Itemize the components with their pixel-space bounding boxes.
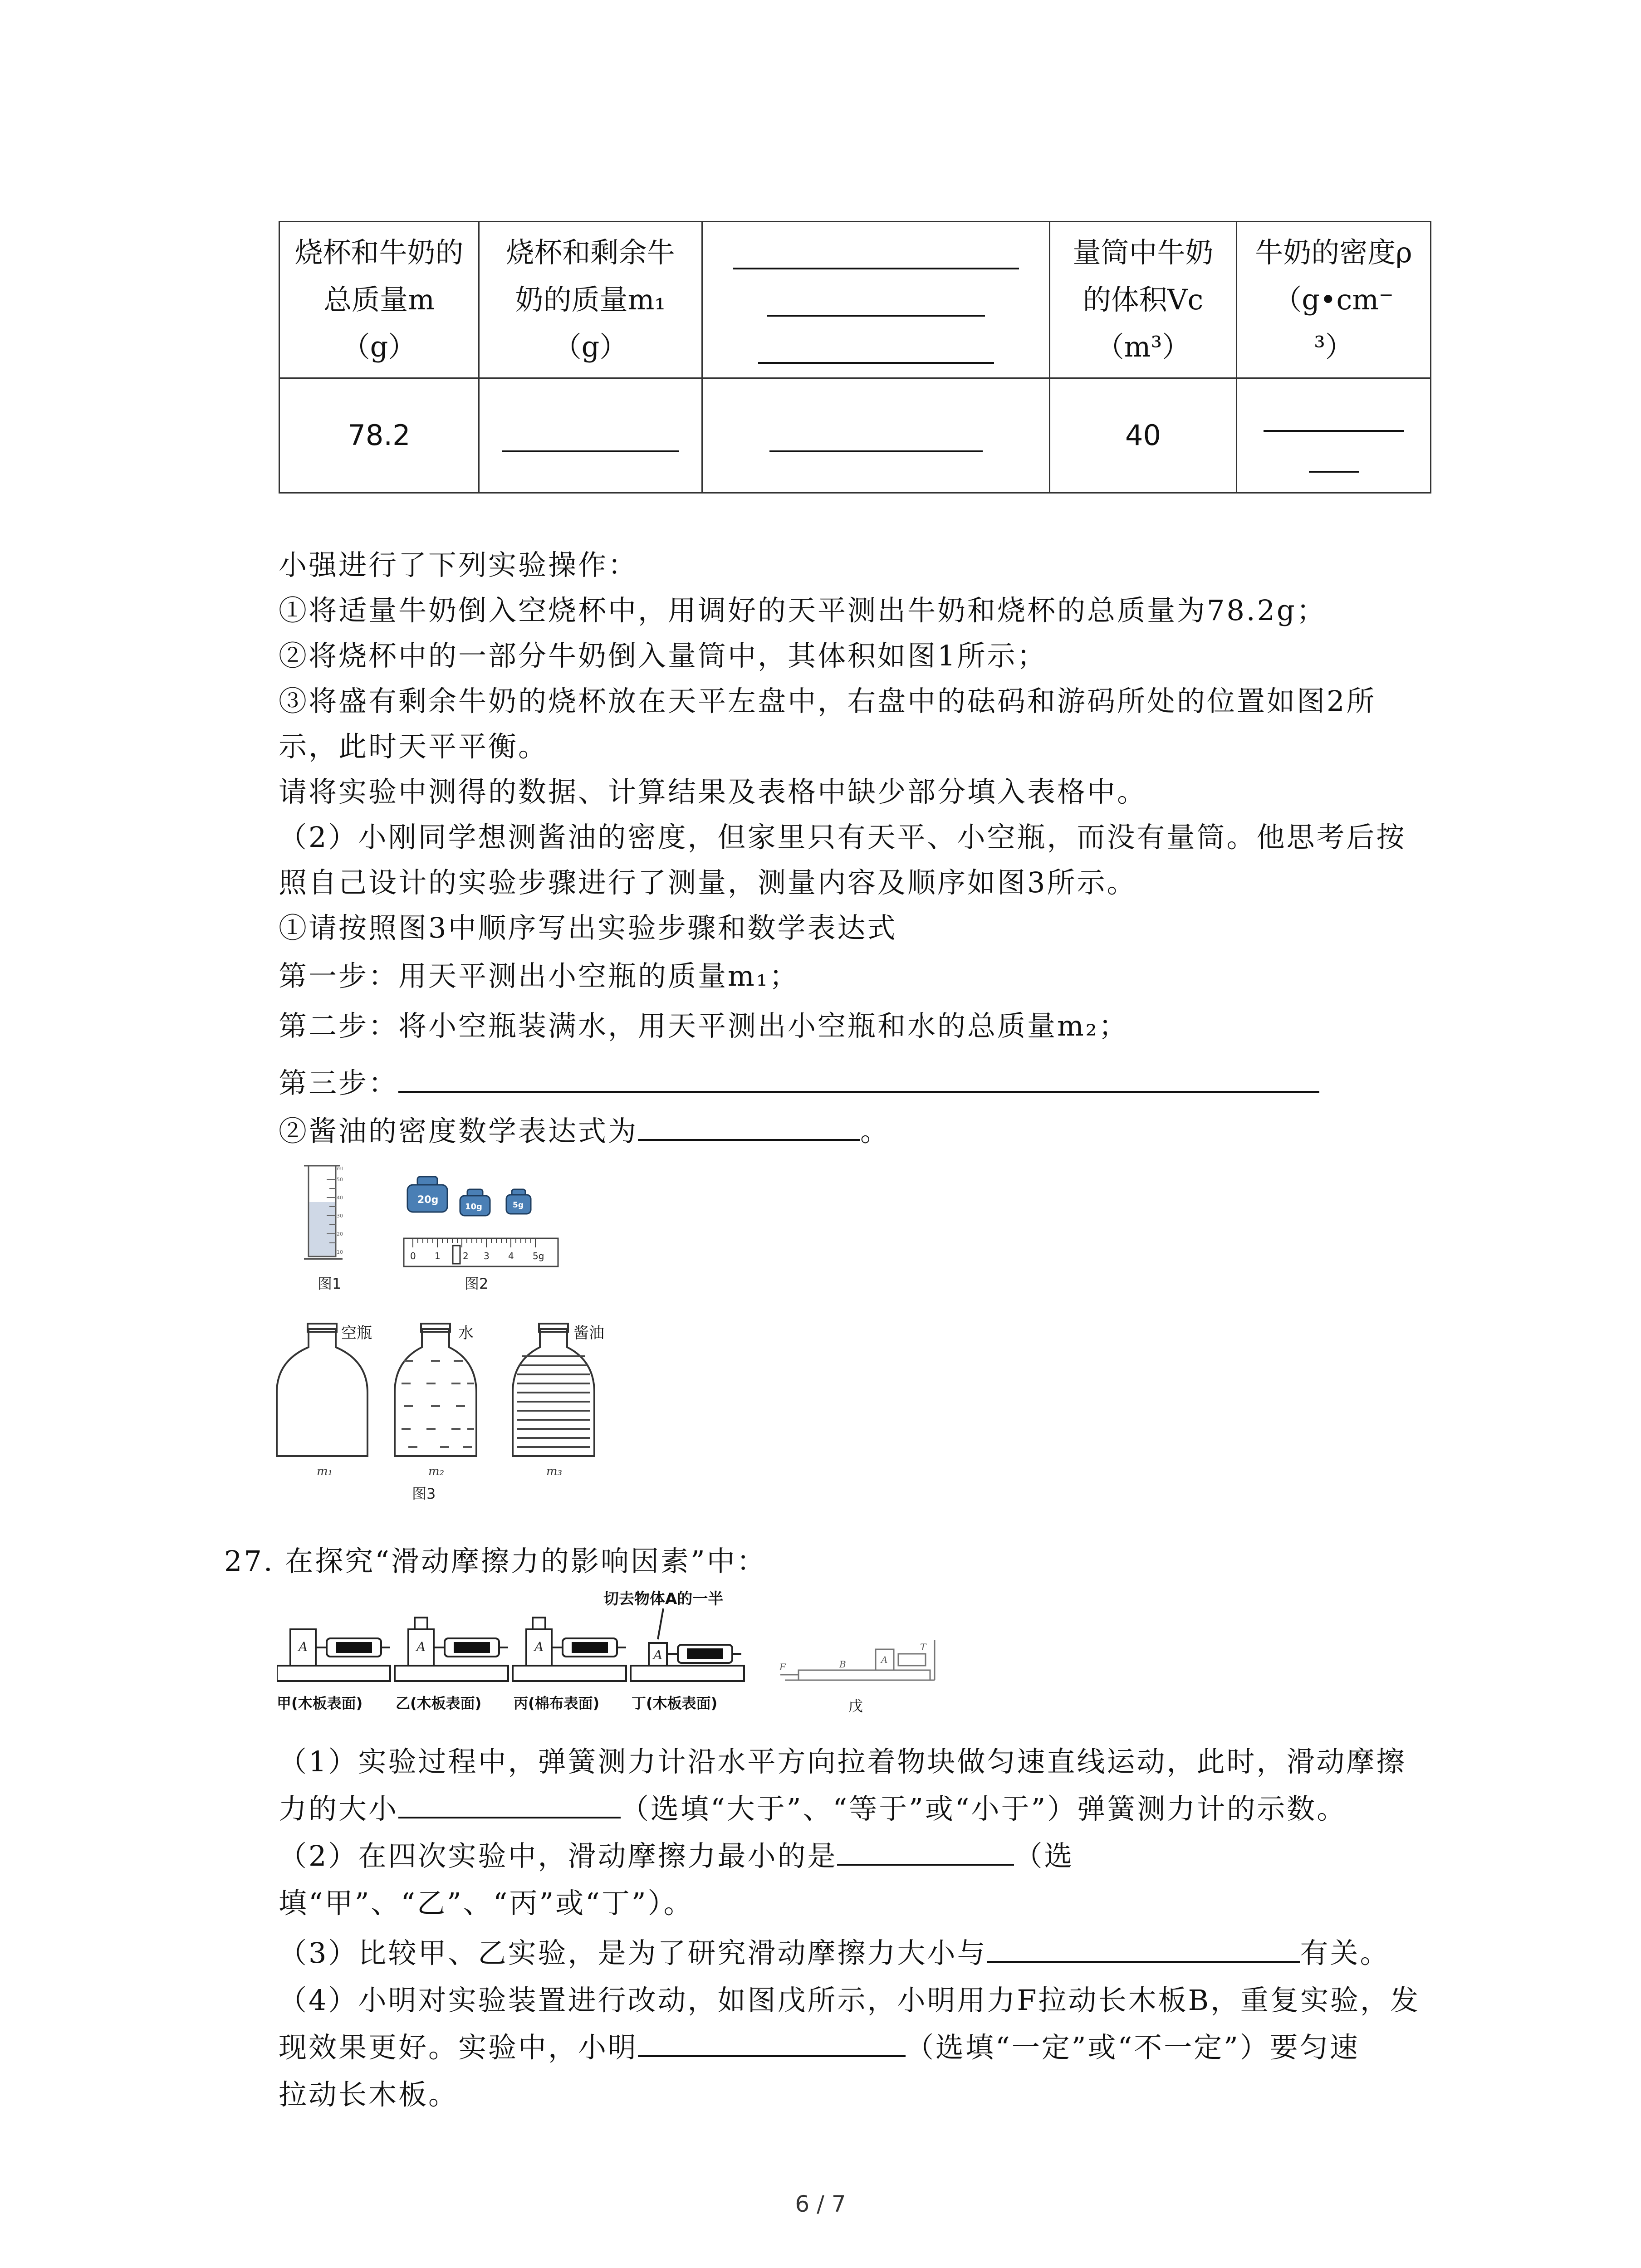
text-line: 小强进行了下列实验操作：	[279, 548, 638, 582]
friction-label: 戊	[848, 1697, 863, 1715]
bottle-label: 水	[458, 1324, 474, 1342]
cylinder-mark: 10	[337, 1249, 343, 1255]
figure-2-caption: 图2	[465, 1275, 489, 1292]
bottle-mass: m₂	[428, 1465, 445, 1478]
uniform-speed-blank[interactable]	[638, 2026, 906, 2057]
block-label: A	[416, 1639, 426, 1654]
friction-label: 丁(木板表面)	[632, 1695, 718, 1712]
friction-label: 丙(棉布表面)	[514, 1695, 600, 1712]
scale-tick: 0	[410, 1251, 416, 1261]
header-remaining-mass: 烧杯和剩余牛 奶的质量m₁ （g）	[479, 222, 702, 378]
scale-tick: 1	[435, 1251, 441, 1261]
bottle-label: 空瓶	[341, 1324, 372, 1342]
text-line: （2）小刚同学想测酱油的密度，但家里只有天平、小空瓶，而没有量筒。他思考后按	[279, 821, 1406, 854]
answer-blank[interactable]	[502, 423, 679, 452]
answer-blank[interactable]	[1309, 444, 1359, 473]
measuring-cylinder-figure	[299, 1161, 363, 1266]
friction-label: 甲(木板表面)	[277, 1695, 363, 1712]
cell-total-mass: 78.2	[279, 378, 479, 493]
text-line: 填“甲”、“乙”、“丙”或“丁”）。	[279, 1887, 694, 1920]
page-number: 6 / 7	[795, 2191, 846, 2217]
cell-volume: 40	[1050, 378, 1237, 493]
scale-tick: 3	[484, 1251, 490, 1261]
cell-density	[1237, 378, 1431, 493]
text-line: 力的大小 （选填“大于”、“等于”或“小于”）弹簧测力计的示数。	[279, 1786, 1347, 1832]
min-friction-blank[interactable]	[837, 1835, 1014, 1866]
cylinder-mark: 20	[337, 1231, 343, 1237]
text-line: （2）在四次实验中，滑动摩擦力最小的是 （选	[279, 1833, 1074, 1879]
answer-blank[interactable]	[758, 335, 994, 364]
block-label: A	[534, 1639, 544, 1654]
header-blank-cell	[702, 222, 1050, 378]
force-label: F	[779, 1662, 786, 1672]
balance-weights-figure	[399, 1170, 572, 1275]
step3-blank[interactable]	[398, 1062, 1319, 1093]
answer-blank[interactable]	[1264, 403, 1404, 432]
header-volume: 量筒中牛奶 的体积Vc （m³）	[1050, 222, 1237, 378]
factor-blank[interactable]	[987, 1932, 1300, 1963]
cylinder-mark: 50	[337, 1177, 343, 1183]
text-line: 第一步：用天平测出小空瓶的质量m₁；	[279, 959, 799, 992]
text-line: 第三步：	[279, 1061, 1319, 1106]
scale-tick: 5g	[533, 1251, 544, 1261]
block-label: A	[881, 1654, 888, 1665]
density-expression-blank[interactable]	[638, 1110, 860, 1141]
bottles-figure	[272, 1315, 635, 1479]
text-line: （4）小明对实验装置进行改动，如图戊所示，小明用力F拉动长木板B，重复实验，发	[279, 1984, 1421, 2017]
bottle-mass: m₃	[546, 1465, 563, 1478]
cut-note: 切去物体A的一半	[603, 1590, 724, 1608]
text-line: ②将烧杯中的一部分牛奶倒入量筒中，其体积如图1所示；	[279, 639, 1047, 672]
board-label: B	[839, 1659, 846, 1670]
text-line: 照自己设计的实验步骤进行了测量，测量内容及顺序如图3所示。	[279, 866, 1137, 899]
text-line: 第二步：将小空瓶装满水，用天平测出小空瓶和水的总质量m₂；	[279, 1009, 1129, 1042]
text-line: （3）比较甲、乙实验，是为了研究滑动摩擦力大小与 有关。	[279, 1931, 1390, 1976]
answer-blank[interactable]	[733, 240, 1019, 269]
table-row	[279, 378, 1431, 493]
text-line: 示，此时天平平衡。	[279, 730, 549, 763]
text-line: ②酱油的密度数学表达式为 。	[279, 1109, 890, 1154]
cylinder-mark: 30	[337, 1213, 343, 1219]
weight-label: 10g	[465, 1202, 482, 1212]
answer-blank[interactable]	[767, 288, 985, 317]
answer-blank[interactable]	[769, 423, 983, 452]
text-line: 请将实验中测得的数据、计算结果及表格中缺少部分填入表格中。	[279, 775, 1147, 808]
text-line: 拉动长木板。	[279, 2078, 459, 2111]
weight-label: 20g	[417, 1194, 439, 1206]
block-label: A	[299, 1639, 308, 1654]
friction-label: 乙(木板表面)	[396, 1695, 482, 1712]
milk-density-table	[279, 221, 1431, 494]
table-header-row	[279, 222, 1431, 378]
bottle-mass: m₁	[317, 1465, 333, 1478]
cylinder-mark: 40	[337, 1195, 343, 1201]
cylinder-unit: ml	[337, 1166, 343, 1172]
friction-compare-blank[interactable]	[398, 1788, 621, 1818]
text-line: ①将适量牛奶倒入空烧杯中，用调好的天平测出牛奶和烧杯的总质量为78.2g；	[279, 594, 1327, 627]
cell-remaining-mass	[479, 378, 702, 493]
text-line: ③将盛有剩余牛奶的烧杯放在天平左盘中，右盘中的砝码和游码所处的位置如图2所	[279, 684, 1376, 718]
cell-blank	[702, 378, 1050, 493]
bottle-label: 酱油	[573, 1324, 604, 1342]
scale-tick: 2	[463, 1251, 469, 1261]
text-line: （1）实验过程中，弹簧测力计沿水平方向拉着物块做匀速直线运动，此时，滑动摩擦	[279, 1745, 1406, 1778]
scale-tick: 4	[508, 1251, 514, 1261]
friction-experiment-figure	[277, 1586, 980, 1726]
figure-1-caption: 图1	[318, 1275, 342, 1292]
text-line: ①请按照图3中顺序写出实验步骤和数学表达式	[279, 911, 897, 944]
weight-label: 5g	[513, 1201, 524, 1210]
figure-3-caption: 图3	[412, 1485, 436, 1502]
block-label: A	[653, 1647, 663, 1662]
question-27-title: 27. 在探究“滑动摩擦力的影响因素”中：	[224, 1545, 767, 1578]
header-total-mass: 烧杯和牛奶的 总质量m （g）	[279, 222, 479, 378]
gauge-label: T	[920, 1642, 926, 1652]
header-density: 牛奶的密度ρ （g•cm⁻ ³）	[1237, 222, 1431, 378]
text-line: 现效果更好。实验中，小明 （选填“一定”或“不一定”）要匀速	[279, 2025, 1360, 2070]
